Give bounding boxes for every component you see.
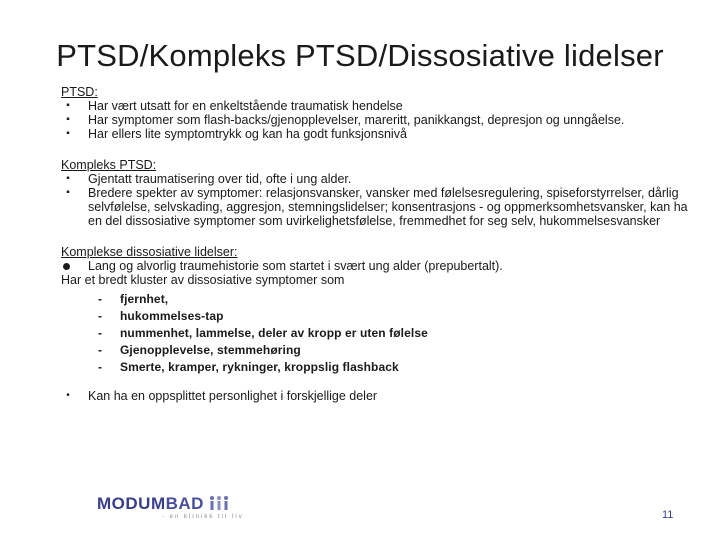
people-icon bbox=[208, 495, 230, 511]
list-item: • Kan ha en oppsplittet personlighet i forskjellige deler bbox=[61, 389, 701, 403]
square-bullet-icon: ▪ bbox=[66, 187, 70, 198]
modum-bad-logo: MODUMBAD - en klinikk til liv bbox=[97, 494, 244, 520]
square-bullet-icon: ▪ bbox=[66, 114, 70, 125]
sub-list-item: - fjernhet, bbox=[98, 292, 169, 306]
list-item: ▪ Har symptomer som flash-backs/gjenopplevelser, mareritt, panikkangst, depresjon og unngåelse. bbox=[61, 113, 701, 127]
section-heading-dissosiative: Komplekse dissosiative lidelser: bbox=[61, 245, 238, 259]
round-bullet-icon bbox=[63, 263, 70, 270]
small-dot-bullet-icon: • bbox=[66, 390, 70, 401]
square-bullet-icon: ▪ bbox=[66, 100, 70, 111]
slide-title: PTSD/Kompleks PTSD/Dissosiative lidelser bbox=[56, 38, 664, 73]
sub-list-item: - Smerte, kramper, rykninger, kroppslig flashback bbox=[98, 360, 399, 374]
intro-text: Har et bredt kluster av dissosiative symptomer som bbox=[61, 273, 345, 287]
sub-list-item: - Gjenopplevelse, stemmehøring bbox=[98, 343, 301, 357]
section-heading-kompleks-ptsd: Kompleks PTSD: bbox=[61, 158, 157, 172]
list-item: ▪ Gjentatt traumatisering over tid, ofte i ung alder. bbox=[61, 172, 701, 186]
sub-list-item: - nummenhet, lammelse, deler av kropp er uten følelse bbox=[98, 326, 428, 340]
slide-content bbox=[61, 85, 701, 403]
sub-list-item: - hukommelses-tap bbox=[98, 309, 224, 323]
square-bullet-icon: ▪ bbox=[66, 173, 70, 184]
page-number: 11 bbox=[662, 509, 674, 521]
logo-tagline: - en klinikk til liv bbox=[162, 514, 244, 520]
section-heading-ptsd: PTSD: bbox=[61, 85, 98, 99]
list-item: Lang og alvorlig traumehistorie som startet i svært ung alder (prepubertalt). bbox=[61, 259, 701, 273]
square-bullet-icon: ▪ bbox=[66, 128, 70, 139]
list-item: ▪ Har ellers lite symptomtrykk og kan ha godt funksjonsnivå bbox=[61, 127, 701, 141]
list-item: ▪ Bredere spekter av symptomer: relasjonsvansker, vansker med følelsesregulering, spiseforstyrrelser, dårlig selvfølelse, selvskading, aggresjon, stemningslidelser; konsentrasjons - og oppmerksomhetsvansker, kan ha en del dissosiative symptomer som uvirkelighetsfølelse, fremmedhet for seg selv, hukommelsesvansker bbox=[61, 186, 701, 228]
list-item: ▪ Har vært utsatt for en enkeltstående traumatisk hendelse bbox=[61, 99, 701, 113]
